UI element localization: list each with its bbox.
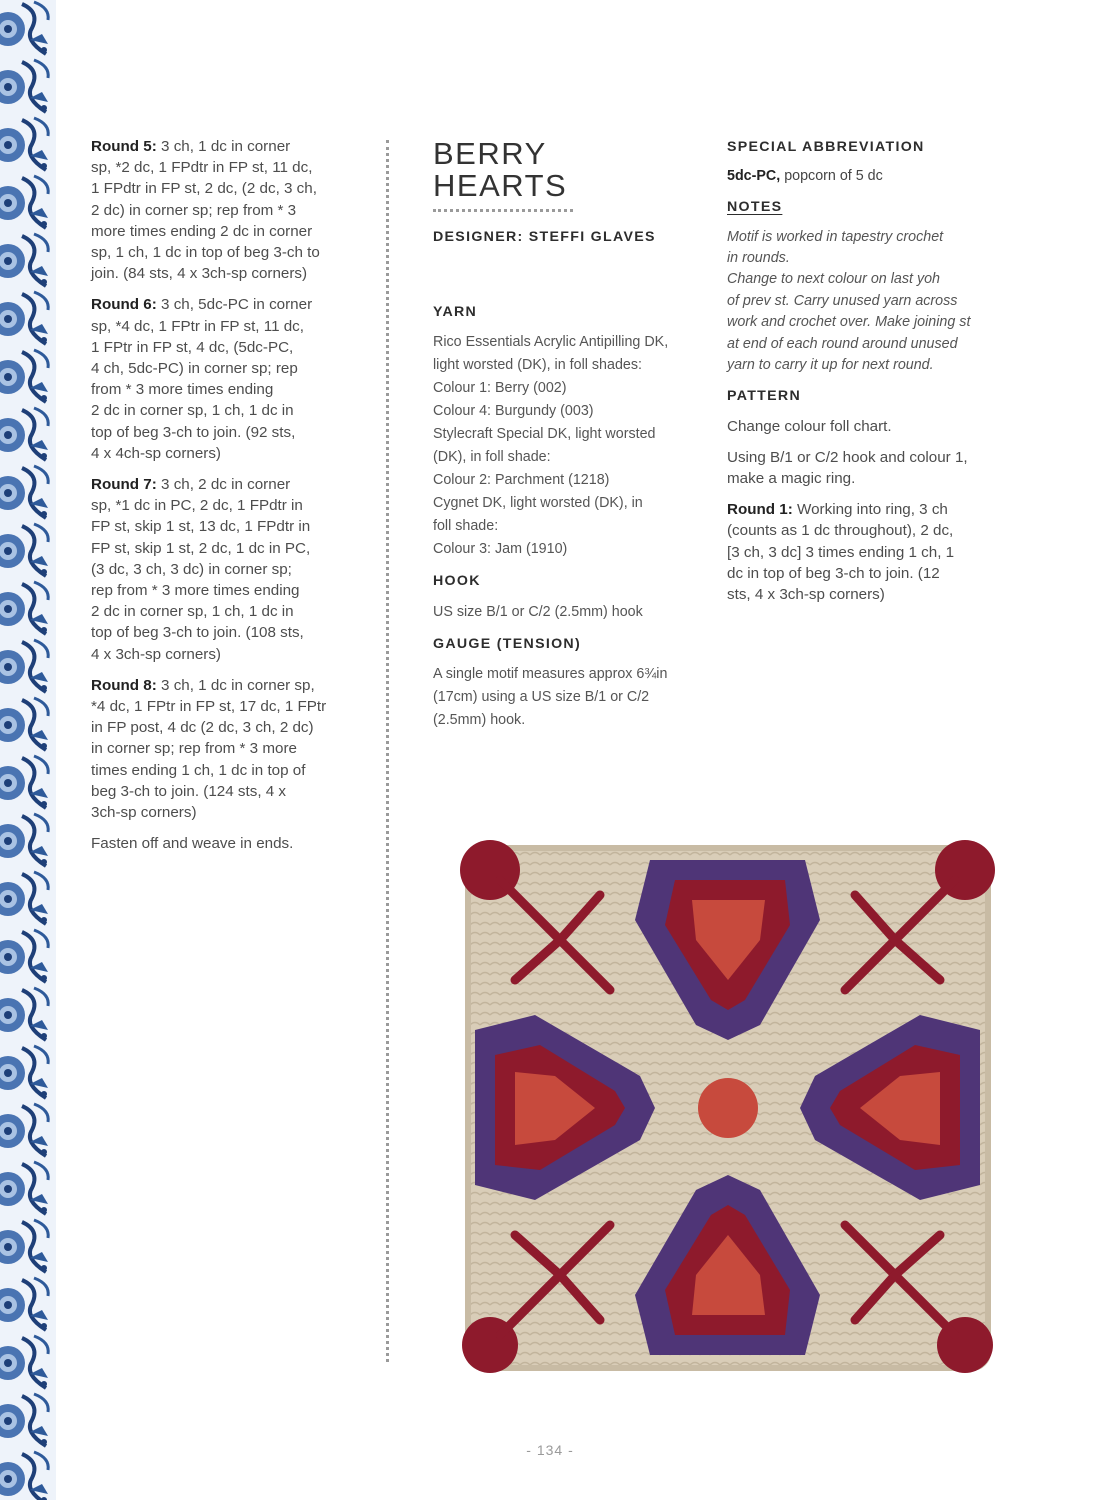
gauge-details: A single motif measures approx 6¾in (17cm) using a US size B/1 or C/2 (2.5mm) hook. (433, 665, 668, 728)
pattern-intro: Change colour foll chart. (727, 417, 892, 435)
round-5-text: 3 ch, 1 dc in corner sp, *2 dc, 1 FPdtr in FP st, 11 dc, 1 FPdtr in FP st, 2 dc, (2 dc, 3 ch, 2 dc) in corner sp; rep from * 3 more times ending 2 dc in corner sp, 1 ch, 1 dc in top of beg 3-ch to join. (84 sts, 4 x 3ch-sp corners) (91, 138, 320, 283)
round-6-text: 3 ch, 5dc-PC in corner sp, *4 dc, 1 FPtr in FP st, 11 dc, 1 FPtr in FP st, 4 dc, (5dc-PC, 4 ch, 5dc-PC) in corner sp; rep from * 3 more times ending 2 dc in corner sp, 1 ch, 1 dc in top of beg 3-ch to join. (92 sts, 4 x 4ch-sp corners) (91, 296, 313, 462)
round-6-paragraph (91, 294, 353, 464)
column-divider (386, 140, 389, 1362)
notes-heading: NOTES (727, 199, 783, 216)
yarn-details: Rico Essentials Acrylic Antipilling DK, light worsted (DK), in foll shades: Colour 1: Berry (002) Colour 4: Burgundy (003) Stylecraft Special DK, light worsted (DK), in foll shade: Colour 2: Parchment (1218) Cygnet DK, light worsted (DK), in foll shade: Colour 3: Jam (1910) (433, 334, 669, 558)
round-8-label: Round 8: (91, 676, 157, 694)
designer-credit: DESIGNER: STEFFI GLAVES (433, 229, 656, 245)
gauge-heading: GAUGE (TENSION) (433, 635, 581, 652)
hook-details: US size B/1 or C/2 (2.5mm) hook (433, 603, 643, 620)
decorative-tile-border (0, 0, 56, 1500)
round-7-text: 3 ch, 2 dc in corner sp, *1 dc in PC, 2 dc, 1 FPdtr in FP st, skip 1 st, 13 dc, 1 FPdtr in FP st, skip 1 st, 2 dc, 1 dc in PC, (3 dc, 3 ch, 3 dc) in corner sp; rep from * 3 more times ending 2 dc in corner sp, 1 ch, 1 dc in top of beg 3-ch to join. (108 sts, 4 x 3ch-sp corners) (91, 476, 311, 663)
pattern-heading: PATTERN (727, 388, 801, 405)
pattern-title: BERRY HEARTS (433, 136, 568, 203)
closing-instruction: Fasten off and weave in ends. (91, 835, 294, 853)
round-6-label: Round 6: (91, 296, 157, 314)
round-1-text: Working into ring, 3 ch (counts as 1 dc throughout), 2 dc, [3 ch, 3 dc] 3 times ending 1 ch, 1 dc in top of beg 3-ch to join. (12 sts, 4 x 3ch-sp corners) (727, 501, 955, 604)
special-abbreviation-heading: SPECIAL ABBREVIATION (727, 139, 925, 155)
tile-border-pattern (0, 0, 56, 1500)
notes-text: Motif is worked in tapestry crochet in rounds. Change to next colour on last yoh of prev st. Carry unused yarn across work and crochet over. Make joining st at end of each round around unused yarn to carry it up for next round. (727, 228, 971, 374)
instructions-column-left (91, 136, 353, 865)
title-dotted-rule (433, 209, 573, 218)
yarn-heading: YARN (433, 304, 478, 321)
round-7-paragraph (91, 474, 353, 665)
hook-heading: HOOK (433, 573, 481, 590)
round-1-paragraph (727, 499, 1007, 605)
crochet-motif-photo (460, 840, 995, 1375)
pattern-start: Using B/1 or C/2 hook and colour 1, make a magic ring. (727, 448, 968, 488)
round-1-label: Round 1: (727, 501, 793, 519)
centre-ring (698, 1078, 758, 1138)
info-column-middle (433, 138, 703, 742)
abbreviation-definition: popcorn of 5 dc (780, 168, 883, 185)
round-7-label: Round 7: (91, 476, 157, 494)
page-number: - 134 - (526, 1442, 574, 1458)
round-8-text: 3 ch, 1 dc in corner sp, *4 dc, 1 FPtr in FP st, 17 dc, 1 FPtr in FP post, 4 dc (2 dc, 3 ch, 2 dc) in corner sp; rep from * 3 more times ending 1 ch, 1 dc in top of beg 3-ch to join. (124 sts, 4 x 3ch-sp corners) (91, 676, 327, 822)
abbreviation-term: 5dc-PC, (727, 168, 781, 185)
info-column-right (727, 137, 1007, 615)
round-8-paragraph (91, 675, 353, 823)
round-5-label: Round 5: (91, 138, 157, 155)
round-5-paragraph (91, 136, 353, 284)
abbreviation-entry (727, 166, 1007, 187)
